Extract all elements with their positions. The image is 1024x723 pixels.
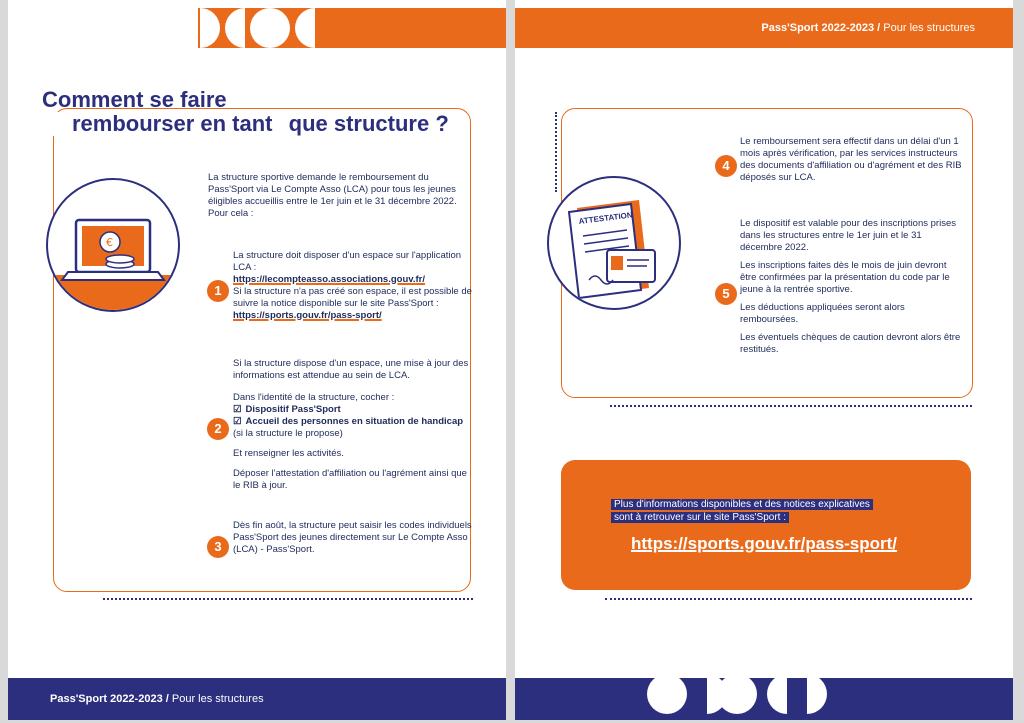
info-line-1: Plus d'informations disponibles et des notices explicatives xyxy=(611,499,873,510)
intro-text: La structure sportive demande le remboursement du Pass'Sport via Le Compte Asso (LCA) pour tous les jeunes éligibles accueillis entre le 1er juin et le 31 décembre 2022. Pour cela : xyxy=(208,172,457,219)
dotted-line xyxy=(103,598,473,600)
header-title: Pass'Sport 2022-2023 / xyxy=(761,22,881,34)
pass-sport-link[interactable]: https://sports.gouv.fr/pass-sport/ xyxy=(233,310,382,321)
info-box xyxy=(561,460,971,590)
checkbox-icon: ☑ xyxy=(233,404,242,415)
page-title xyxy=(42,88,449,136)
step-5-number: 5 xyxy=(715,283,737,305)
step-2-number: 2 xyxy=(207,418,229,440)
step-5-p3: Les déductions appliquées seront alors remboursées. xyxy=(740,302,905,325)
footer-subtitle: Pour les structures xyxy=(168,693,264,705)
step-4-text: Le remboursement sera effectif dans un délai d'un 1 mois après vérification, par les services instructeurs des documents d'affiliation ou d'agrément et des RIB déposés sur LCA. xyxy=(740,136,962,183)
circles-decoration xyxy=(645,672,830,716)
step-2-text-d: Déposer l'attestation d'affiliation ou l'agrément ainsi que le RIB à jour. xyxy=(233,468,467,491)
header-bar xyxy=(515,8,1013,48)
step-1-text xyxy=(233,250,473,322)
title-line-2: rembourser en tant xyxy=(42,112,273,136)
title-line-3: que structure ? xyxy=(279,112,449,136)
step-5-p4: Les éventuels chèques de caution devront alors être restitués. xyxy=(740,332,961,355)
check-2-note: (si la structure le propose) xyxy=(233,428,343,439)
dotted-line xyxy=(610,405,972,407)
info-line-2: sont à retrouver sur le site Pass'Sport : xyxy=(611,512,789,523)
title-line-1: Comment se faire xyxy=(42,87,227,112)
step-1-number: 1 xyxy=(207,280,229,302)
check-2-label: Accueil des personnes en situation de handicap xyxy=(245,416,464,427)
pass-sport-site-link[interactable]: https://sports.gouv.fr/pass-sport/ xyxy=(631,534,898,553)
dotted-line-bottom xyxy=(605,598,972,600)
step-2-text-c: Et renseigner les activités. xyxy=(233,448,344,459)
svg-text:€: € xyxy=(106,236,113,249)
check-1-label: Dispositif Pass'Sport xyxy=(245,404,341,415)
page-left xyxy=(8,0,506,720)
step-2-text-a: Si la structure dispose d'un espace, une mise à jour des informations est attendue au sein de LCA. xyxy=(233,358,469,381)
step-1-text-b: Si la structure n'a pas créé son espace, il est possible de suivre la notice disponible sur le site Pass'Sport : xyxy=(233,286,472,309)
check-dispositif xyxy=(233,404,473,416)
step-2-text-b: Dans l'identité de la structure, cocher : xyxy=(233,392,395,403)
lca-link[interactable]: https://lecompteasso.associations.gouv.fr/ xyxy=(233,274,425,285)
step-3-text: Dès fin août, la structure peut saisir les codes individuels Pass'Sport des jeunes directement sur Le Compte Asso (LCA) - Pass'Sport. xyxy=(233,520,472,555)
attestation-illustration xyxy=(547,176,681,310)
step-4-number: 4 xyxy=(715,155,737,177)
step-5-text xyxy=(740,218,965,362)
step-3-number: 3 xyxy=(207,536,229,558)
checkbox-icon: ☑ xyxy=(233,416,242,427)
footer-bar xyxy=(8,678,506,720)
step-2-text xyxy=(233,358,473,492)
check-handicap xyxy=(233,416,473,440)
step-1-text-a: La structure doit disposer d'un espace sur l'application LCA : xyxy=(233,250,462,273)
info-box-text xyxy=(611,498,931,524)
footer-title: Pass'Sport 2022-2023 / xyxy=(50,693,169,705)
step-5-p1: Le dispositif est valable pour des inscriptions prises dans les structures entre le 1er juin et le 31 décembre 2022. xyxy=(740,218,956,253)
laptop-illustration xyxy=(46,178,180,312)
attestation-label: ATTESTATION xyxy=(578,210,634,226)
step-5-p2: Les inscriptions faites dès le mois de juin devront être confirmées par la présentation du code par le jeune à la rentrée sportive. xyxy=(740,260,950,295)
circles-decoration xyxy=(200,8,350,48)
page-right xyxy=(515,0,1013,720)
header-subtitle: Pour les structures xyxy=(880,22,975,34)
